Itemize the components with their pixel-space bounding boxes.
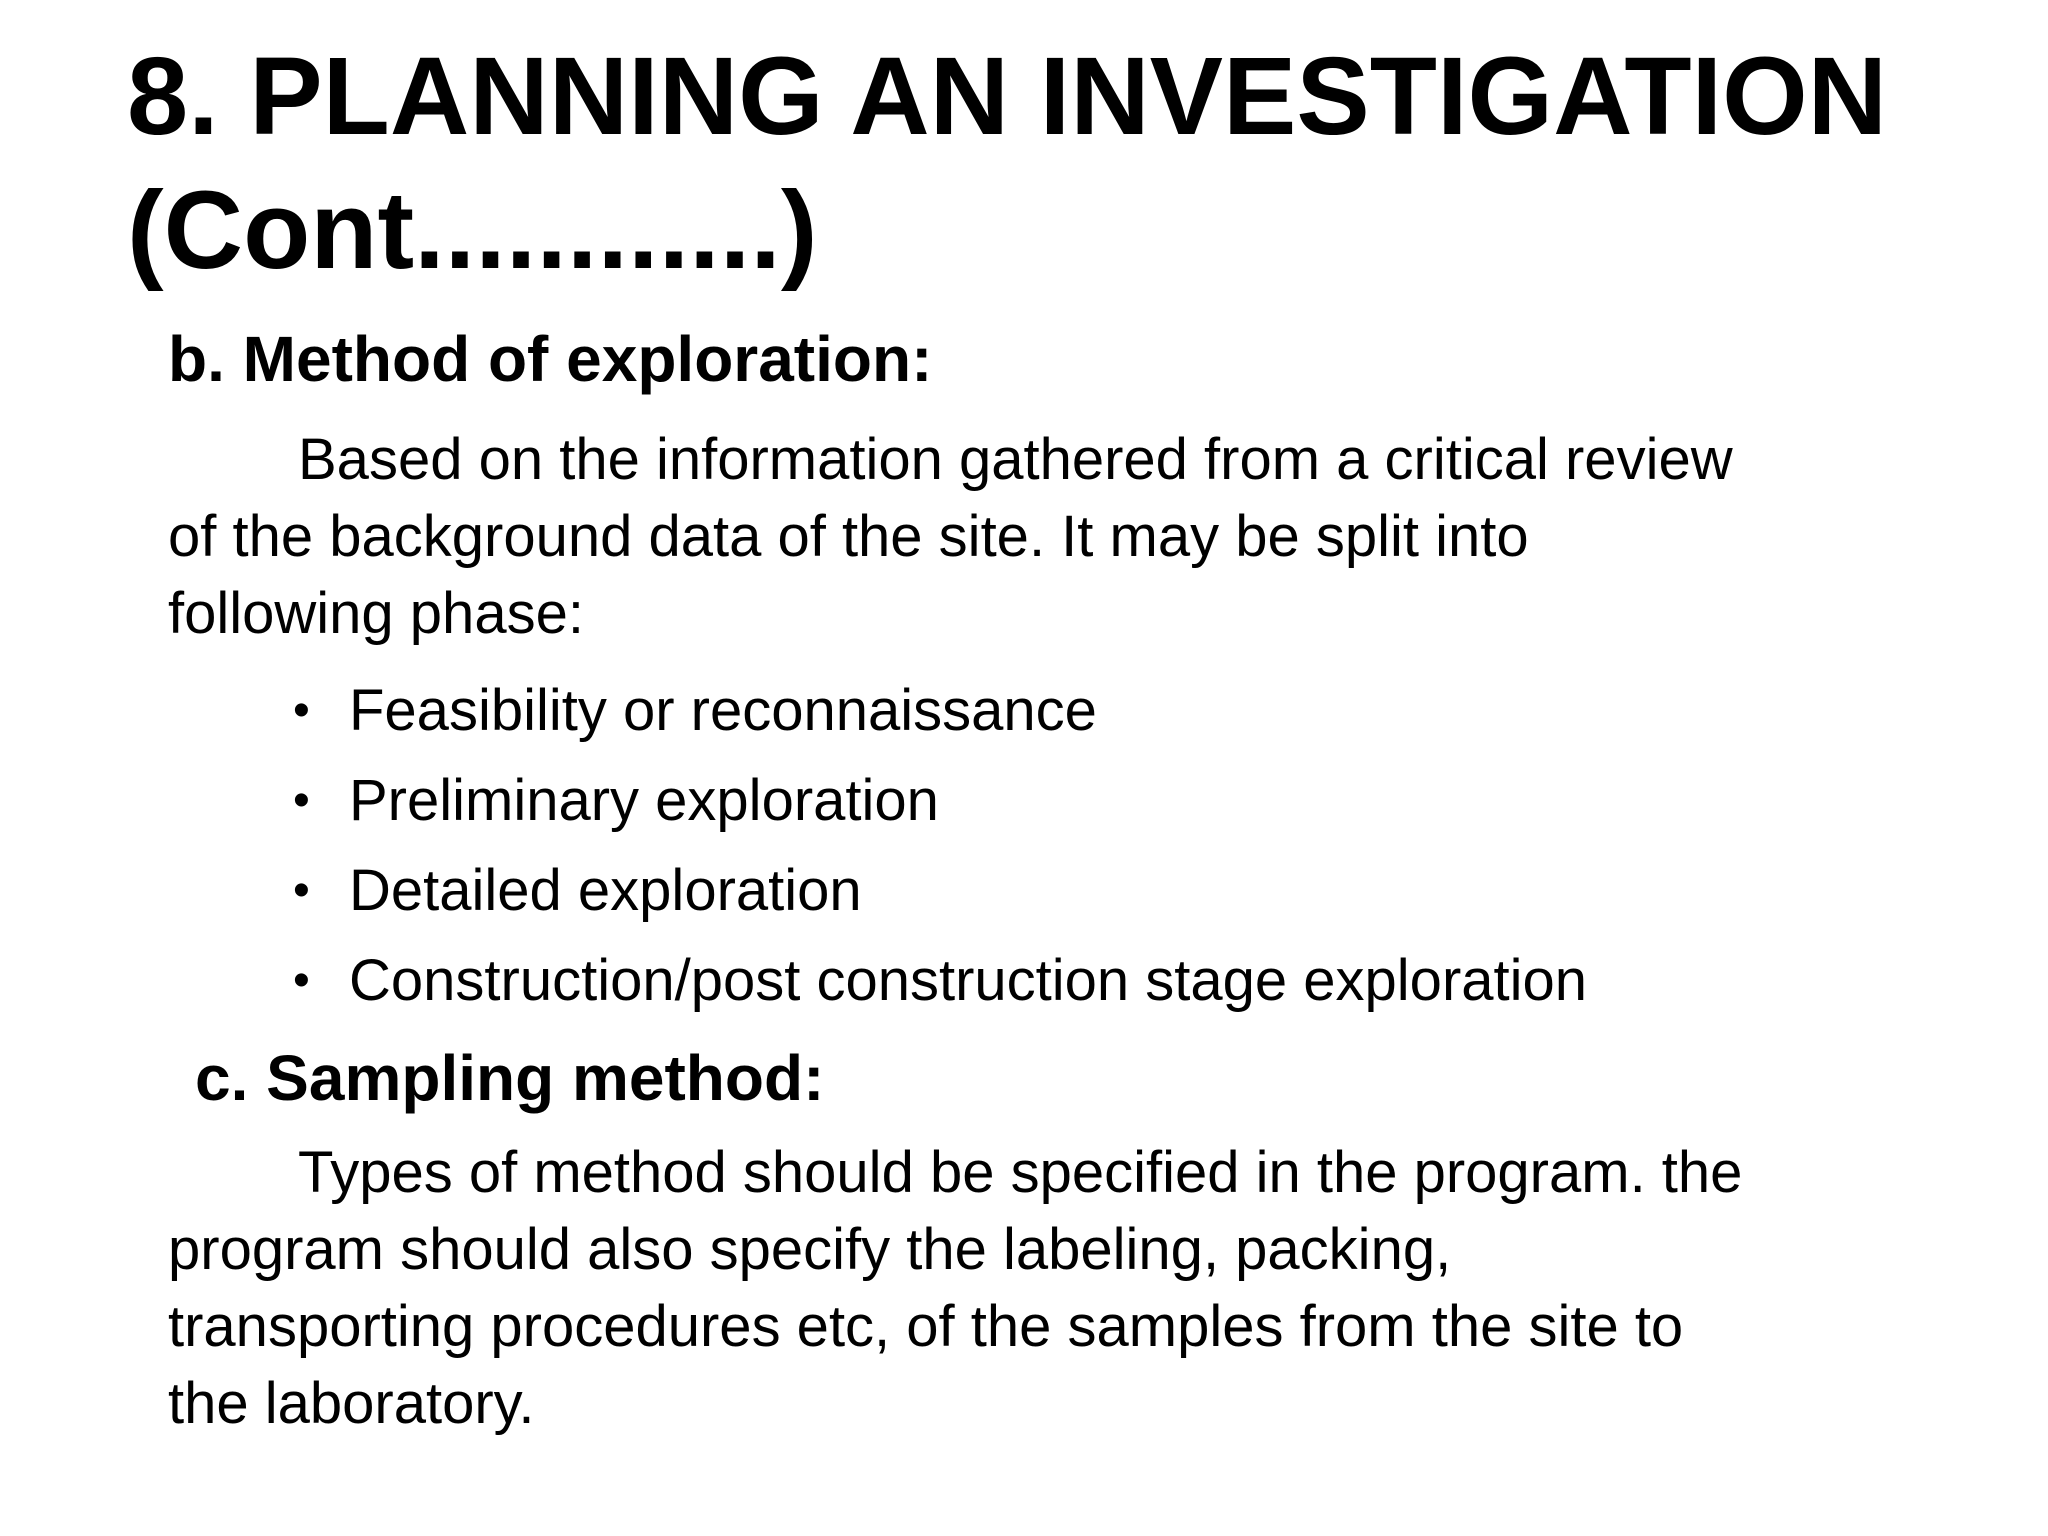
- list-item: [293, 846, 1587, 936]
- slide-title-line: (Cont............): [127, 169, 818, 292]
- list-item-text: Detailed exploration: [349, 858, 862, 923]
- paragraph-line: following phase:: [168, 581, 584, 646]
- exploration-phase-list: [293, 666, 1587, 1026]
- paragraph-line: program should also specify the labeling, packing,: [168, 1217, 1452, 1282]
- list-item: [293, 666, 1587, 756]
- slide-title: [127, 30, 1927, 298]
- paragraph-line: Types of method should be specified in the program. the: [298, 1140, 1743, 1205]
- paragraph-line: the laboratory.: [168, 1371, 535, 1436]
- bullet-icon: •: [293, 954, 310, 1007]
- bullet-icon: •: [293, 864, 310, 917]
- bullet-icon: •: [293, 684, 310, 737]
- paragraph-line: transporting procedures etc, of the samples from the site to: [168, 1294, 1684, 1359]
- section-heading-sampling-method: c. Sampling method:: [195, 1042, 825, 1114]
- sampling-method-paragraph: [168, 1134, 1928, 1442]
- paragraph-line: of the background data of the site. It may be split into: [168, 504, 1529, 569]
- list-item-text: Construction/post construction stage exploration: [349, 948, 1588, 1013]
- method-of-exploration-paragraph: [168, 421, 1928, 652]
- paragraph-line: Based on the information gathered from a critical review: [298, 427, 1733, 492]
- list-item-text: Feasibility or reconnaissance: [349, 678, 1097, 743]
- section-heading-method-of-exploration: b. Method of exploration:: [168, 323, 933, 395]
- slide-title-line: 8. PLANNING AN INVESTIGATION: [127, 35, 1888, 158]
- list-item: [293, 936, 1587, 1026]
- list-item: [293, 756, 1587, 846]
- bullet-icon: •: [293, 774, 310, 827]
- list-item-text: Preliminary exploration: [349, 768, 939, 833]
